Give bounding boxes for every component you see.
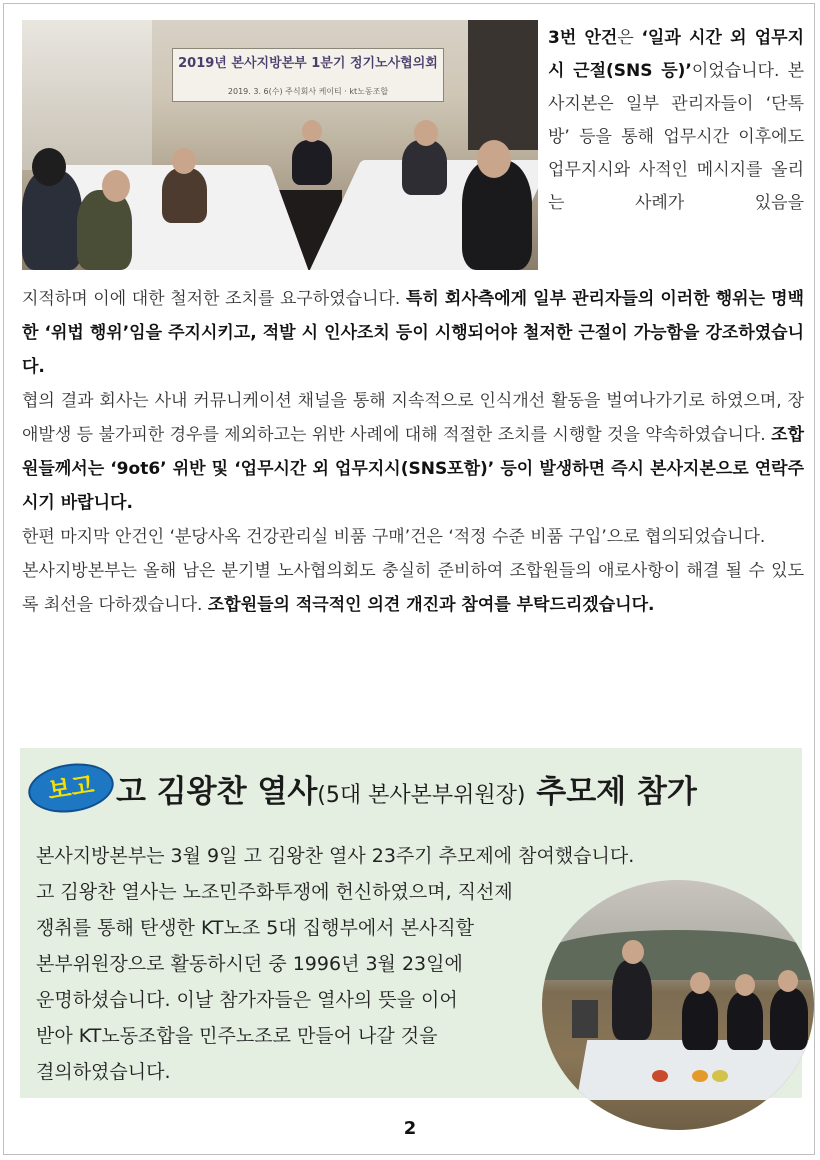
report-title-paren: (5대 본사본부위원장) [317,783,526,808]
report-title-main: 고 김왕찬 열사 [116,774,318,810]
report-badge: 보고 [25,758,117,818]
photo-person [612,960,652,1040]
photo-person-head [32,148,66,186]
paragraph-4-emphasis: 조합원들의 적극적인 의견 개진과 참여를 부탁드리겠습니다. [207,595,655,615]
photo-person-head [414,120,438,146]
paragraph-1 [22,282,804,384]
page-number: 2 [403,1118,417,1139]
paragraph-1-text: 지적하며 이에 대한 철저한 조치를 요구하였습니다. [22,289,406,309]
report-line: 쟁취를 통해 탄생한 KT노조 5대 집행부에서 본사직할 [36,917,474,939]
photo-person [682,990,718,1050]
paragraph-2 [22,384,804,520]
photo-person-head [477,140,511,178]
photo-wall [468,20,538,150]
paragraph-2-emphasis: 조합원들께서는 ‘9ot6’ 위반 및 ‘업무시간 외 업무지시(SNS포함)’ 등이 발생하면 즉시 본사지본으로 연락주시기 바랍니다. [22,425,804,513]
paragraph-4-text: 본사지방본부는 올해 남은 분기별 노사협의회도 충실히 준비하여 조합원들의 애로사항이 해결 될 수 있도록 최선을 다하겠습니다. [22,561,804,615]
meeting-photo [22,20,538,270]
photo-person-head [622,940,644,964]
photo-person [77,190,132,270]
report-line: 본사지방본부는 3월 9일 고 김왕찬 열사 23주기 추모제에 참여했습니다. [36,845,635,867]
meeting-banner [172,48,444,102]
photo-person [162,168,207,223]
photo-person-head [102,170,130,202]
photo-person-head [302,120,322,142]
report-line: 결의하였습니다. [36,1061,171,1083]
report-line: 본부위원장으로 활동하시던 중 1996년 3월 23일에 [36,953,463,975]
photo-person-head [778,970,798,992]
report-title [116,767,697,817]
photo-person-head [690,972,710,994]
paragraph-2-text: 협의 결과 회사는 사내 커뮤니케이션 채널을 통해 지속적으로 인식개선 활동을 벌여나가기로 하였으며, 장애발생 등 불가피한 경우를 제외하고는 위반 사례에 대해 적절한 조치를 시행할 것을 약속하였습니다. [22,391,804,445]
photo-person [727,992,763,1050]
banner-title: 2019년 본사지방본부 1분기 정기노사협의회 [178,56,438,71]
photo-fruit [692,1070,708,1082]
report-line: 고 김왕찬 열사는 노조민주화투쟁에 헌신하였으며, 직선제 [36,881,513,903]
agenda-number: 3번 안건 [548,28,618,48]
photo-person [292,140,332,185]
paragraph-3: 한편 마지막 안건인 ‘분당사옥 건강관리실 비품 구매’건은 ‘적정 수준 비품 구입’으로 협의되었습니다. [22,527,766,547]
banner-subtitle: 2019. 3. 6(수) 주식회사 케이티 · kt노동조합 [227,87,389,96]
memorial-photo [542,880,814,1130]
photo-gravestone [572,1000,598,1038]
photo-hill [542,930,814,980]
article-body [22,282,804,622]
photo-person-head [172,148,196,174]
photo-person [402,140,447,195]
agenda-title: ‘일과 시간 외 업무지시 근절(SNS 등)’ [548,28,804,81]
photo-person-head [735,974,755,996]
side-paragraph [548,22,804,220]
agenda-particle: 은 [617,28,642,48]
photo-person [770,988,808,1050]
report-line: 받아 KT노동조합을 민주노조로 만들어 나갈 것을 [36,1025,438,1047]
photo-fruit [652,1070,668,1082]
agenda-description: 이었습니다. 본사지본은 일부 관리자들이 ‘단톡방’ 등을 통해 업무시간 이후에도 업무지시와 사적인 메시지를 올리는 사례가 있음을 [548,61,804,213]
paragraph-4 [22,554,804,622]
report-title-end: 추모제 참가 [525,774,697,810]
paragraph-1-emphasis: 특히 회사측에게 일부 관리자들의 이러한 행위는 명백한 ‘위법 행위’임을 주지시키고, 적발 시 인사조치 등이 시행되어야 철저한 근절이 가능함을 강조하였습니다. [22,289,804,377]
report-line: 운명하셨습니다. 이날 참가자들은 열사의 뜻을 이어 [36,989,458,1011]
photo-window [22,20,152,170]
photo-fruit [712,1070,728,1082]
